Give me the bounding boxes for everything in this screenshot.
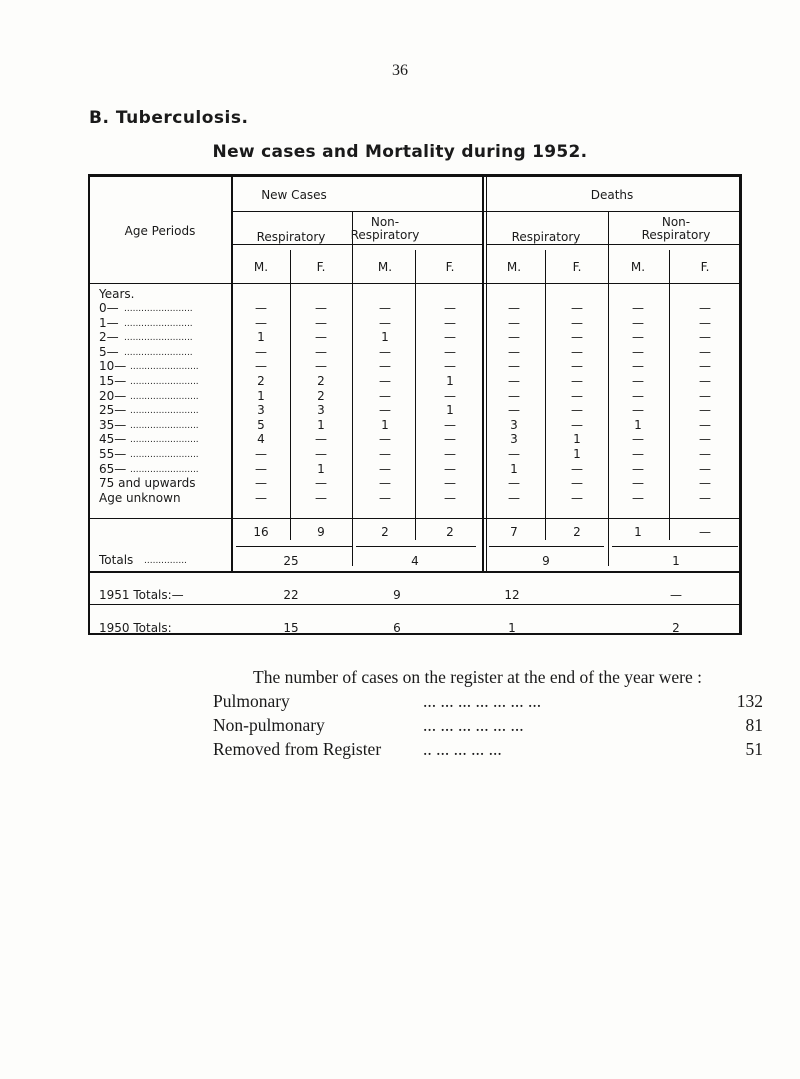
leader-dots: ... ... ... ... ... ... ... [423, 691, 542, 711]
table-title: New cases and Mortality during 1952. [212, 142, 588, 162]
respiratory-header: Respiratory [256, 230, 326, 244]
table-cell: — [444, 490, 456, 505]
register-label: Pulmonary [213, 691, 290, 711]
table-cell: — [255, 490, 267, 505]
table-cell: — [571, 388, 583, 403]
table-cell: — [571, 476, 583, 491]
table-cell: — [444, 330, 456, 345]
table-cell: — [699, 315, 711, 330]
section-heading: B. Tuberculosis. [89, 108, 249, 128]
leader-dots: ........................ [130, 362, 199, 373]
table-cell: — [444, 461, 456, 476]
age-periods-header: Age Periods [124, 224, 196, 238]
totals-cell: 16 [253, 525, 269, 539]
table-cell: 1 [317, 417, 325, 432]
page-number: 36 [392, 62, 408, 79]
table-cell: — [632, 432, 644, 447]
table-cell: — [571, 301, 583, 315]
table-cell: — [379, 490, 391, 505]
table-cell: — [699, 403, 711, 418]
table-cell: — [379, 359, 391, 374]
table-cell: — [699, 344, 711, 359]
table-cell: — [699, 330, 711, 345]
table-cell: — [444, 417, 456, 432]
table-cell: — [255, 315, 267, 330]
totals-1950-value: 15 [283, 621, 299, 635]
totals-combined: 9 [542, 554, 550, 568]
table-cell: — [699, 374, 711, 388]
table-cell: 1 [317, 461, 325, 476]
table-cell: — [315, 330, 327, 345]
table-cell: — [632, 461, 644, 476]
table-cell: — [571, 330, 583, 345]
age-period-label: 65— [99, 461, 127, 476]
table-cell: — [379, 447, 391, 461]
leader-dots: ........................ [124, 318, 193, 329]
table-cell: — [379, 301, 391, 315]
table-cell: — [315, 315, 327, 330]
age-period-label: 5— [99, 344, 119, 359]
age-period-label: 1— [99, 315, 119, 330]
leader-dots: ........................ [130, 377, 199, 387]
table-cell: — [699, 490, 711, 505]
new-cases-header: New Cases [261, 188, 327, 202]
leader-dots: ........................ [124, 304, 193, 314]
totals-1950-value: 2 [672, 621, 680, 635]
totals-cell: — [699, 525, 711, 539]
table-cell: — [444, 359, 456, 374]
table-cell: — [508, 447, 520, 461]
age-period-label: 0— [99, 301, 119, 315]
table-cell: — [508, 476, 520, 491]
hline-totals-top [90, 518, 742, 519]
vline [545, 250, 546, 540]
table-cell: 1 [446, 374, 454, 388]
hline [90, 283, 742, 284]
leader-dots: ... ... ... ... ... ... [423, 715, 524, 735]
age-period-label: 35— [99, 417, 127, 432]
table-cell: — [379, 344, 391, 359]
leader-dots: ........................ [130, 464, 199, 475]
table-cell: — [444, 388, 456, 403]
table-cell: — [699, 432, 711, 447]
leader-dots: ........................ [124, 333, 193, 344]
sex-label: M. [630, 260, 646, 274]
non-respiratory-header-line2: Respiratory [350, 228, 420, 242]
totals-1951-value: 22 [283, 588, 299, 602]
table-cell: — [255, 461, 267, 476]
totals-1951-value: — [670, 588, 682, 602]
table-cell: — [571, 315, 583, 330]
table-cell: — [632, 374, 644, 388]
table-cell: — [632, 359, 644, 374]
register-row-non-pulmonary [213, 713, 783, 737]
table-cell: — [379, 315, 391, 330]
brace [612, 546, 738, 547]
age-period-label: 2— [99, 330, 119, 345]
register-label: Non-pulmonary [213, 715, 325, 735]
register-row-pulmonary [213, 689, 783, 713]
table-cell: — [444, 344, 456, 359]
leader-dots: ........................ [130, 450, 199, 460]
vline [608, 212, 609, 566]
deaths-header: Deaths [590, 188, 634, 202]
age-period-label: 45— [99, 432, 127, 447]
table-cell: 2 [317, 374, 325, 388]
age-period-label: 25— [99, 403, 127, 418]
leader-dots: ........................ [130, 435, 199, 446]
age-period-label: 75 and upwards [99, 476, 196, 491]
leader-dots: ........................ [130, 391, 199, 402]
leader-dots: ........................ [124, 347, 193, 358]
register-summary [213, 665, 783, 761]
table-cell: — [315, 432, 327, 447]
table-cell: — [632, 388, 644, 403]
table-cell: — [444, 315, 456, 330]
table-cell: — [508, 344, 520, 359]
sex-label: M. [377, 260, 393, 274]
leader-dots: ............... [144, 556, 187, 566]
register-value: 81 [745, 715, 763, 735]
sex-label: M. [506, 260, 522, 274]
table-cell: 3 [317, 403, 325, 418]
table-cell: — [379, 461, 391, 476]
table-cell: — [699, 461, 711, 476]
table-cell: — [444, 476, 456, 491]
table-cell: — [508, 403, 520, 418]
totals-cell: 7 [510, 525, 518, 539]
hline [232, 211, 742, 212]
table-cell: — [571, 490, 583, 505]
table-cell: 1 [257, 388, 265, 403]
table-cell: 1 [446, 403, 454, 418]
register-label: Removed from Register [213, 739, 382, 759]
table-cell: — [379, 388, 391, 403]
table-cell: — [255, 344, 267, 359]
table-cell: — [379, 476, 391, 491]
table-cell: — [632, 330, 644, 345]
totals-combined: 1 [672, 554, 680, 568]
totals-1950-value: 6 [393, 621, 401, 635]
table-cell: 3 [510, 417, 518, 432]
table-cell: — [315, 301, 327, 315]
totals-1951-label: 1951 Totals:— [99, 588, 184, 602]
table-cell: — [315, 447, 327, 461]
totals-1950-label: 1950 Totals: [99, 621, 172, 635]
table-cell: 1 [381, 330, 389, 345]
vline-deaths-divider [486, 176, 487, 571]
table-cell: — [571, 417, 583, 432]
table-cell: — [571, 344, 583, 359]
vline [669, 250, 670, 540]
table-cell: — [571, 359, 583, 374]
table-cell: — [508, 330, 520, 345]
age-period-label: Age unknown [99, 490, 181, 505]
register-value: 132 [736, 691, 763, 711]
table-cell: — [255, 476, 267, 491]
age-period-label: 55— [99, 447, 127, 461]
table-cell: — [632, 490, 644, 505]
table-cell: 1 [381, 417, 389, 432]
table-cell: — [255, 301, 267, 315]
table-cell: — [315, 344, 327, 359]
table-cell: — [255, 359, 267, 374]
register-row-removed [213, 737, 783, 761]
totals-cell: 1 [634, 525, 642, 539]
table-cell: — [632, 403, 644, 418]
table-cell: 1 [634, 417, 642, 432]
hline [486, 244, 742, 245]
table-cell: — [379, 432, 391, 447]
totals-cell: 2 [573, 525, 581, 539]
table-cell: — [315, 476, 327, 491]
non-respiratory-header-line1: Non- [661, 215, 691, 229]
register-intro: The number of cases on the register at the end of the year were : [253, 667, 702, 687]
totals-1950-value: 1 [508, 621, 516, 635]
vline [415, 250, 416, 540]
sex-label: F. [700, 260, 710, 274]
sex-label: F. [445, 260, 455, 274]
table-cell: — [315, 359, 327, 374]
table-cell: — [571, 374, 583, 388]
table-cell: 1 [510, 461, 518, 476]
table-cell: — [379, 374, 391, 388]
leader-dots: ........................ [130, 406, 199, 417]
table-cell: — [632, 315, 644, 330]
totals-cell: 9 [317, 525, 325, 539]
sex-label: M. [253, 260, 269, 274]
respiratory-header: Respiratory [511, 230, 581, 244]
hline-totals-bottom [90, 571, 742, 573]
vline-age-divider [231, 176, 233, 571]
hline-1951-bottom [90, 604, 742, 605]
table-cell: 3 [257, 403, 265, 418]
table-cell: — [632, 301, 644, 315]
table-cell: — [508, 490, 520, 505]
table-cell: — [444, 447, 456, 461]
age-period-label: 20— [99, 388, 127, 403]
non-respiratory-header-line2: Respiratory [641, 228, 711, 242]
table-cell: 4 [257, 432, 265, 447]
years-label: Years. [99, 287, 135, 301]
table-cell: — [571, 403, 583, 418]
table-cell: — [255, 447, 267, 461]
table-cell: — [632, 447, 644, 461]
leader-dots: ........................ [130, 420, 199, 431]
totals-1951-value: 12 [504, 588, 520, 602]
totals-cell: 2 [446, 525, 454, 539]
table-cell: — [508, 315, 520, 330]
table-cell: — [699, 476, 711, 491]
table-cell: 5 [257, 417, 265, 432]
register-value: 51 [745, 739, 763, 759]
brace [489, 546, 604, 547]
table-cell: — [699, 417, 711, 432]
table-cell: — [632, 344, 644, 359]
table-cell: — [444, 432, 456, 447]
table-cell: — [571, 461, 583, 476]
table-cell: — [379, 403, 391, 418]
totals-label: Totals [99, 553, 134, 567]
table-cell: — [508, 388, 520, 403]
hline [232, 244, 482, 245]
table-cell: 1 [573, 432, 581, 447]
totals-combined: 25 [283, 554, 299, 568]
table-cell: — [699, 388, 711, 403]
brace [236, 546, 352, 547]
table-cell: — [699, 447, 711, 461]
table-cell: — [508, 301, 520, 315]
totals-combined: 4 [411, 554, 419, 568]
age-period-label: 15— [99, 374, 127, 388]
vline [290, 250, 291, 540]
leader-dots: .. ... ... ... ... [423, 739, 502, 759]
table-cell: 2 [257, 374, 265, 388]
table-cell: 2 [317, 388, 325, 403]
table-cell: — [508, 359, 520, 374]
table-cell: — [699, 359, 711, 374]
vline-deaths-divider [482, 176, 484, 571]
table-cell: — [699, 301, 711, 315]
age-period-label: 10— [99, 359, 127, 374]
sex-label: F. [316, 260, 326, 274]
table-cell: — [444, 301, 456, 315]
table-cell: — [315, 490, 327, 505]
table-cell: — [508, 374, 520, 388]
brace [356, 546, 476, 547]
table-cell: — [632, 476, 644, 491]
sex-label: F. [572, 260, 582, 274]
totals-cell: 2 [381, 525, 389, 539]
table-cell: 3 [510, 432, 518, 447]
non-respiratory-header-line1: Non- [370, 215, 400, 229]
table-cell: 1 [573, 447, 581, 461]
totals-1951-value: 9 [393, 588, 401, 602]
vline [352, 212, 353, 566]
table-cell: 1 [257, 330, 265, 345]
